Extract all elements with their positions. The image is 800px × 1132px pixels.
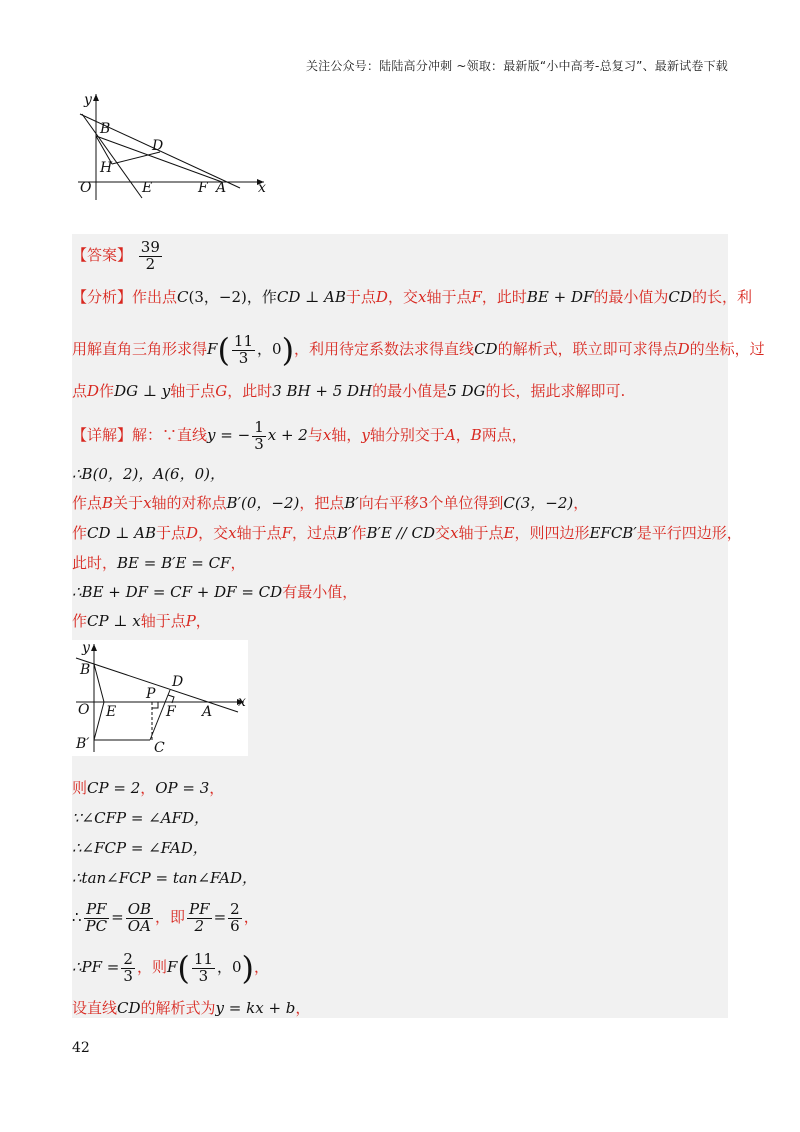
t: 则: [72, 779, 88, 797]
paren: (: [217, 331, 230, 369]
answer-line: [72, 238, 164, 272]
num: 1: [254, 417, 264, 436]
t: 的最小值为: [593, 288, 669, 306]
t: 3: [418, 494, 429, 512]
answer-num: 39: [140, 237, 160, 256]
t: ，: [209, 779, 225, 797]
t: B: [470, 426, 482, 444]
t: B′: [344, 494, 359, 512]
answer-den: 2: [145, 254, 156, 273]
detail-line-7: [72, 611, 211, 631]
t: ，此时: [227, 382, 273, 400]
paren: (: [177, 949, 190, 987]
t: 与: [307, 426, 323, 444]
t: 轴于点: [140, 612, 186, 630]
answer-tag: 【答案】: [72, 246, 133, 264]
fraction: [121, 949, 135, 985]
t: 的解析式为: [140, 999, 216, 1017]
t: 作: [72, 524, 88, 542]
den: 2: [194, 916, 205, 935]
t: ，: [295, 999, 311, 1017]
t: 的最小值是: [372, 382, 448, 400]
fig1-label-x: x: [258, 180, 266, 196]
den: 3: [254, 434, 264, 453]
t: ，过点: [292, 524, 338, 542]
t: 轴于点: [426, 288, 472, 306]
fig1-label-y: y: [84, 92, 92, 108]
t: 作: [99, 382, 115, 400]
t: x: [143, 494, 152, 512]
fraction: [187, 899, 212, 935]
t: 有最小值，: [282, 583, 358, 601]
fig1-label-H: H: [100, 160, 113, 176]
t: x + 2: [267, 426, 308, 444]
fraction: [84, 899, 110, 935]
t: CP = 2: [87, 779, 141, 797]
detail-line-14: [72, 998, 310, 1018]
t: 轴，: [331, 426, 362, 444]
num: 11: [233, 331, 254, 350]
fig2-label-y: y: [82, 640, 90, 656]
t: DG ⊥ y: [114, 382, 171, 400]
paren: ): [241, 949, 254, 987]
detail-line-4: [72, 523, 742, 543]
fig2-label-O: O: [78, 702, 90, 718]
t: =: [213, 908, 227, 926]
answer-fraction: [139, 237, 162, 273]
t: ，则四边形: [514, 524, 590, 542]
t: 5 DG: [447, 382, 486, 400]
t: B′(0，−2): [226, 494, 300, 512]
fig2-label-P: P: [146, 686, 156, 702]
t: F: [166, 958, 178, 976]
t: 的长，利: [691, 288, 752, 306]
t: BE + DF: [526, 288, 594, 306]
t: CD: [117, 999, 141, 1017]
t: ，: [455, 426, 471, 444]
t: 于点: [156, 524, 187, 542]
fig2-label-A: A: [202, 704, 213, 720]
t: CD ⊥ AB: [276, 288, 346, 306]
analysis-line-1: [72, 287, 752, 307]
detail-line-9: [72, 808, 209, 828]
t: G: [215, 382, 228, 400]
den: 3: [238, 348, 249, 367]
fig2-label-D: D: [172, 674, 184, 690]
t: 点: [72, 382, 88, 400]
t: 的长，据此求解即可.: [485, 382, 626, 400]
t: x: [228, 524, 237, 542]
fraction: [232, 331, 255, 367]
figure-1-diagram: [72, 88, 272, 200]
num: PF: [84, 902, 110, 919]
t: F: [471, 288, 482, 306]
t: D: [375, 288, 388, 306]
t: 个单位得到: [428, 494, 504, 512]
figure-2-diagram: [72, 640, 248, 756]
detail-line-3: [72, 493, 588, 513]
t: CD ⊥ AB: [87, 524, 157, 542]
t: ∴tan∠FCP = tan∠FAD，: [72, 869, 257, 887]
fig1-label-E: E: [142, 180, 153, 196]
t: =: [111, 908, 124, 926]
t: ，交: [198, 524, 229, 542]
t: 作出点: [132, 288, 178, 306]
detail-line-10: [72, 838, 208, 858]
t: ∴B(0，2)，A(6，0)，: [72, 465, 225, 483]
t: 此时，: [72, 554, 118, 572]
t: A: [444, 426, 456, 444]
t: B′: [337, 524, 352, 542]
den: 6: [230, 916, 240, 935]
t: D: [677, 340, 690, 358]
fig1-label-F: F: [198, 180, 208, 196]
t: 轴于点: [458, 524, 504, 542]
analysis-line-3: [72, 381, 625, 401]
t: CD: [474, 340, 498, 358]
t: 解：∵直线: [132, 426, 208, 444]
fig2-label-B: B: [80, 662, 91, 678]
t: 设直线: [72, 999, 118, 1017]
paren: ): [281, 331, 295, 369]
t: OP = 3: [155, 779, 210, 797]
t: ，: [573, 494, 589, 512]
t: B′E // CD: [366, 524, 435, 542]
t: F: [281, 524, 292, 542]
fraction: [192, 949, 215, 985]
t: 向右平移: [358, 494, 419, 512]
t: 轴分别交于: [369, 426, 445, 444]
num: 2: [230, 899, 240, 918]
t: y = kx + b: [215, 999, 296, 1017]
analysis-line-2: [72, 330, 765, 369]
detail-line-13: [72, 948, 269, 987]
t: x: [450, 524, 459, 542]
t: 交: [435, 524, 451, 542]
den: PC: [85, 916, 108, 935]
t: 作: [351, 524, 367, 542]
t: F: [207, 340, 218, 358]
t: C: [177, 288, 189, 306]
den: 3: [198, 966, 209, 985]
t: ，: [140, 779, 156, 797]
t: x: [417, 288, 427, 306]
page-header: 关注公众号：陆陆高分冲刺 ~领取：最新版“小中高考-总复习”、最新试卷下载: [305, 59, 728, 73]
t: ，: [195, 612, 211, 630]
t: C(3，−2): [503, 494, 574, 512]
t: ，: [243, 908, 259, 926]
t: E: [503, 524, 515, 542]
t: ，此时: [481, 288, 527, 306]
detail-line-6: [72, 582, 357, 602]
t: ∴PF =: [72, 958, 120, 976]
fig2-label-F: F: [166, 704, 176, 720]
t: ，即: [155, 908, 186, 926]
fig1-label-D: D: [152, 138, 164, 154]
t: CP ⊥ x: [87, 612, 141, 630]
t: y = −: [207, 426, 251, 444]
page-number: 42: [72, 1040, 90, 1056]
detail-line-2: [72, 464, 225, 484]
fig1-label-O: O: [80, 180, 92, 196]
t: ，交: [387, 288, 418, 306]
t: ∵∠CFP = ∠AFD，: [72, 809, 210, 827]
t: B: [102, 494, 114, 512]
t: 轴的对称点: [151, 494, 227, 512]
t: y: [361, 426, 370, 444]
t: 作点: [72, 494, 103, 512]
fraction: [252, 417, 266, 453]
t: 的解析式，联立即可求得点: [497, 340, 678, 358]
fig2-label-C: C: [154, 740, 165, 756]
den: OA: [127, 916, 151, 935]
detail-line-8: [72, 778, 224, 798]
t: ，则: [136, 958, 167, 976]
detail-line-11: [72, 868, 257, 888]
t: ，0: [216, 958, 242, 976]
t: 于点: [345, 288, 376, 306]
detail-line-12: [72, 898, 259, 936]
num: 2: [123, 949, 133, 968]
t: 的坐标，过: [689, 340, 765, 358]
num: OB: [127, 899, 152, 918]
fraction: [126, 899, 153, 935]
fig1-label-A: A: [216, 180, 227, 196]
t: 3 BH + 5 DH: [272, 382, 373, 400]
fig2-label-E: E: [106, 704, 117, 720]
t: 是平行四边形，: [636, 524, 742, 542]
t: (3，−2)，作: [188, 288, 277, 306]
t: 作: [72, 612, 88, 630]
t: x: [322, 426, 332, 444]
detail-tag: 【详解】: [72, 426, 133, 444]
t: 两点，: [481, 426, 527, 444]
t: D: [186, 524, 199, 542]
fig1-label-B: B: [100, 121, 111, 137]
num: PF: [189, 899, 210, 918]
t: 轴于点: [170, 382, 216, 400]
t: CD: [668, 288, 692, 306]
den: 3: [123, 966, 133, 985]
t: ，把点: [299, 494, 345, 512]
t: P: [185, 612, 196, 630]
t: ，利用待定系数法求得直线: [294, 340, 475, 358]
t: ，0: [257, 340, 282, 358]
t: 轴于点: [236, 524, 282, 542]
analysis-tag: 【分析】: [72, 288, 133, 306]
t: 关于: [113, 494, 144, 512]
t: BE = B′E = CF: [117, 554, 231, 572]
fig2-label-x: x: [238, 694, 246, 710]
t: ∴BE + DF = CF + DF = CD: [72, 583, 283, 601]
t: ∴: [72, 908, 82, 926]
num: 11: [193, 949, 213, 968]
t: ，: [253, 958, 269, 976]
t: 用解直角三角形求得: [72, 340, 208, 358]
t: ∴∠FCP = ∠FAD，: [72, 839, 208, 857]
t: ，: [230, 554, 246, 572]
detail-line-1: [72, 418, 527, 452]
detail-line-5: [72, 553, 245, 573]
fig2-label-Bprime: B′: [76, 736, 90, 752]
t: EFCB′: [589, 524, 637, 542]
fraction: [228, 899, 242, 935]
t: D: [87, 382, 100, 400]
